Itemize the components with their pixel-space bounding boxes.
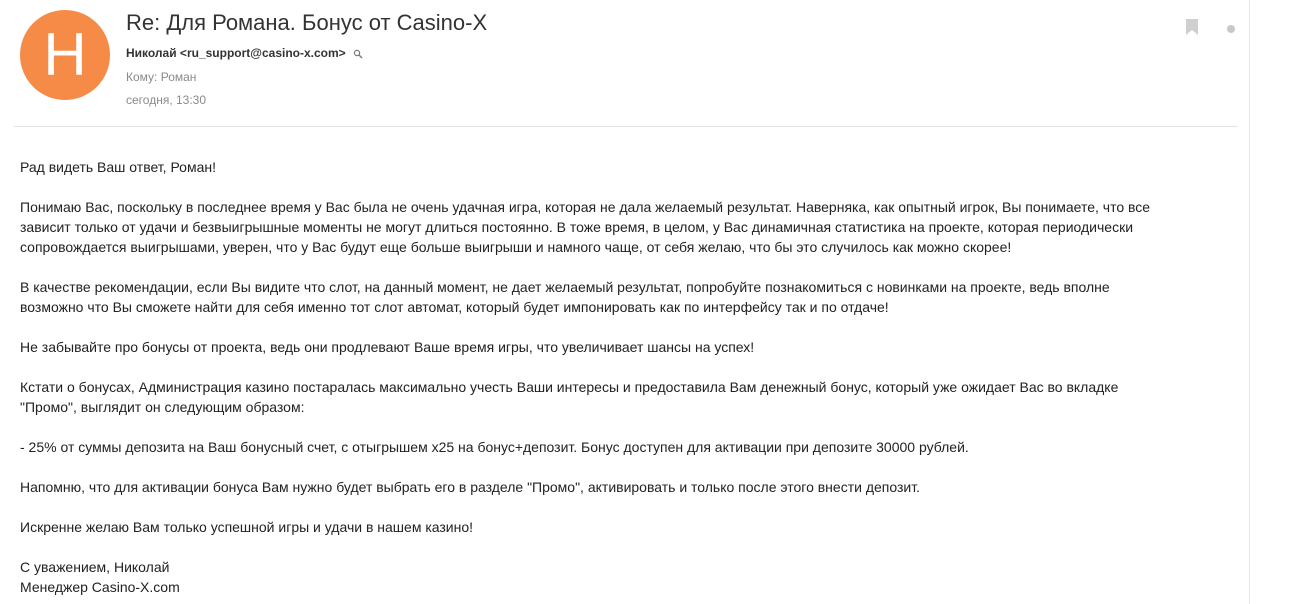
signature-line: С уважением, Николай [20, 559, 170, 575]
body-paragraph: Рад видеть Ваш ответ, Роман! [20, 159, 216, 175]
signature-line: Менеджер Casino-X.com [20, 579, 180, 595]
email-subject: Re: Для Романа. Бонус от Casino-X [126, 10, 488, 35]
bookmark-icon[interactable] [1185, 19, 1199, 35]
body-paragraph: Кстати о бонусах, Администрация казино постаралась максимально учесть Ваши интересы и предоставила Вам денежный бонус, который уже ожидает Вас во вкладке "Промо", выглядит он следующим образом: [20, 379, 1119, 415]
avatar: Н [20, 10, 110, 100]
search-icon[interactable] [353, 49, 363, 59]
body-paragraph: Не забывайте про бонусы от проекта, ведь они продлевают Ваше время игры, что увеличивает шансы на успех! [20, 339, 755, 355]
header-divider [14, 126, 1238, 127]
sender-line[interactable] [126, 46, 363, 60]
unread-dot-icon[interactable] [1226, 24, 1236, 34]
body-paragraph: - 25% от суммы депозита на Ваш бонусный счет, с отыгрышем х25 на бонус+депозит. Бонус доступен для активации при депозите 30000 рублей. [20, 439, 969, 455]
sender-address[interactable]: Николай <ru_support@casino-x.com> [126, 46, 346, 60]
email-date: сегодня, 13:30 [126, 93, 207, 107]
body-paragraph: В качестве рекомендации, если Вы видите что слот, на данный момент, не дает желаемый результат, попробуйте познакомиться с новинками на проекте, ведь вполне возможно что Вы сможете найти для себя именно тот слот автомат, который будет импонировать как по интерфейсу так и по отдаче! [20, 279, 1110, 315]
recipient-line: Кому: Роман [126, 70, 197, 84]
email-body [20, 157, 1235, 597]
body-paragraph: Напомню, что для активации бонуса Вам нужно будет выбрать его в разделе "Промо", активировать и только после этого внести депозит. [20, 479, 920, 495]
body-paragraph: Понимаю Вас, поскольку в последнее время у Вас была не очень удачная игра, которая не дала желаемый результат. Наверняка, как опытный игрок, Вы понимаете, что все зависит только от удачи и безвыигрышные моменты не могут длиться постоянно. В тоже время, в целом, у Вас динамичная статистика на проекте, которая периодически сопровождается выигрышами, уверен, что у Вас будут еще больше выигрыши и намного чаще, от себя желаю, что бы это случилось как можно скорее! [20, 199, 1151, 255]
body-paragraph: Искренне желаю Вам только успешной игры и удачи в нашем казино! [20, 519, 474, 535]
email-view [2, 0, 1250, 604]
